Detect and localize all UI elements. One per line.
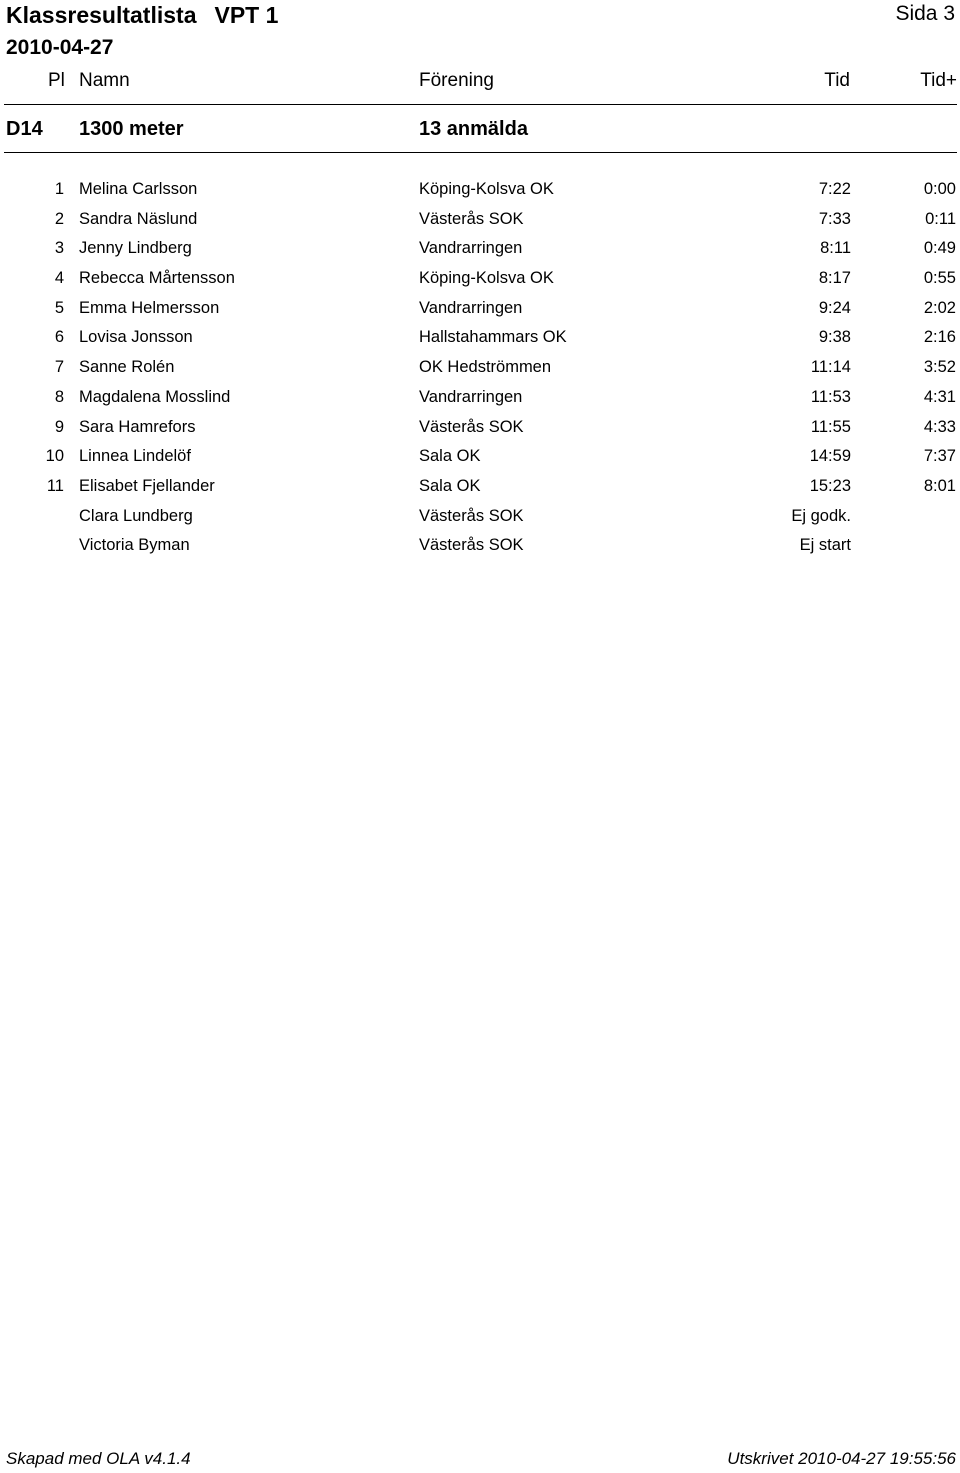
result-time: 8:17 [818, 269, 851, 288]
class-divider [4, 152, 957, 153]
column-header-pl: Pl [48, 70, 65, 91]
table-row [0, 503, 960, 533]
result-club: Vandrarringen [419, 387, 523, 406]
result-name: Emma Helmersson [79, 298, 220, 317]
result-club: Vandrarringen [419, 298, 523, 317]
table-row [0, 235, 960, 265]
result-place: 5 [54, 298, 64, 317]
result-time: 9:38 [818, 328, 851, 347]
result-name: Sara Hamrefors [79, 417, 196, 436]
footer-created-with: Skapad med OLA v4.1.4 [6, 1449, 191, 1468]
result-diff: 7:37 [923, 447, 956, 466]
results-table [0, 176, 960, 562]
result-club: Sala OK [419, 476, 481, 495]
footer-printed: Utskrivet 2010-04-27 19:55:56 [727, 1449, 956, 1468]
result-club: Köping-Kolsva OK [419, 269, 554, 288]
result-place: 9 [54, 417, 64, 436]
result-time: 8:11 [820, 239, 851, 258]
list-title: Klassresultatlista [6, 2, 197, 28]
result-name: Rebecca Mårtensson [79, 269, 235, 288]
result-club: Västerås SOK [419, 536, 524, 555]
event-name: VPT 1 [214, 2, 279, 28]
result-name: Linnea Lindelöf [79, 447, 191, 466]
column-header-name: Namn [79, 70, 130, 91]
event-date: 2010-04-27 [6, 36, 114, 59]
table-row [0, 384, 960, 414]
page-number: Sida 3 [895, 2, 955, 25]
result-club: Sala OK [419, 447, 481, 466]
class-name: D14 [6, 118, 43, 140]
result-diff: 4:33 [923, 417, 956, 436]
result-time: 7:22 [818, 180, 851, 198]
result-time: 11:14 [810, 358, 851, 377]
result-place: 6 [54, 328, 64, 347]
result-time: 7:33 [818, 209, 851, 228]
result-place: 8 [54, 387, 64, 406]
result-place: 3 [54, 239, 64, 258]
result-diff: 0:00 [923, 180, 956, 198]
table-row [0, 295, 960, 325]
result-club: Vandrarringen [419, 239, 523, 258]
result-diff: 3:52 [923, 358, 956, 377]
result-diff: 2:16 [923, 328, 956, 347]
table-row [0, 176, 960, 206]
result-diff: 0:49 [923, 239, 956, 258]
result-name: Clara Lundberg [79, 506, 193, 525]
column-header-diff: Tid+ [920, 70, 957, 91]
result-diff: 8:01 [923, 476, 956, 495]
page-title [6, 2, 278, 29]
result-name: Melina Carlsson [79, 180, 198, 198]
result-time: 11:55 [810, 417, 851, 436]
table-row [0, 206, 960, 236]
result-club: Köping-Kolsva OK [419, 180, 554, 198]
table-row [0, 354, 960, 384]
result-diff: 2:02 [923, 298, 956, 317]
result-time: Ej godk. [791, 506, 851, 525]
result-club: OK Hedströmmen [419, 358, 552, 377]
table-row [0, 324, 960, 354]
result-club: Västerås SOK [419, 209, 524, 228]
table-row [0, 443, 960, 473]
result-time: 14:59 [809, 447, 851, 466]
result-name: Sandra Näslund [79, 209, 198, 228]
class-entries: 13 anmälda [419, 118, 528, 140]
result-place: 2 [54, 209, 64, 228]
result-place: 1 [54, 180, 64, 198]
result-name: Lovisa Jonsson [79, 328, 193, 347]
column-header-club: Förening [419, 70, 494, 91]
result-place: 4 [54, 269, 64, 288]
result-place: 11 [46, 476, 64, 495]
result-club: Hallstahammars OK [419, 328, 567, 347]
table-row [0, 265, 960, 295]
result-name: Sanne Rolén [79, 358, 175, 377]
result-name: Victoria Byman [79, 536, 190, 555]
result-diff: 4:31 [923, 387, 956, 406]
table-row [0, 532, 960, 562]
table-row [0, 414, 960, 444]
header-divider [4, 104, 957, 105]
result-club: Västerås SOK [419, 506, 524, 525]
result-time: 9:24 [818, 298, 851, 317]
result-place: 10 [45, 447, 64, 466]
result-place: 7 [54, 358, 64, 377]
result-diff: 0:55 [923, 269, 956, 288]
result-name: Elisabet Fjellander [79, 476, 215, 495]
result-name: Magdalena Mosslind [79, 387, 231, 406]
result-name: Jenny Lindberg [79, 239, 192, 258]
result-time: 11:53 [810, 387, 851, 406]
class-length: 1300 meter [79, 118, 184, 140]
column-header-time: Tid [824, 70, 850, 91]
result-time: Ej start [799, 536, 851, 555]
result-diff: 0:11 [925, 209, 956, 228]
table-row [0, 473, 960, 503]
result-time: 15:23 [809, 476, 851, 495]
result-club: Västerås SOK [419, 417, 524, 436]
